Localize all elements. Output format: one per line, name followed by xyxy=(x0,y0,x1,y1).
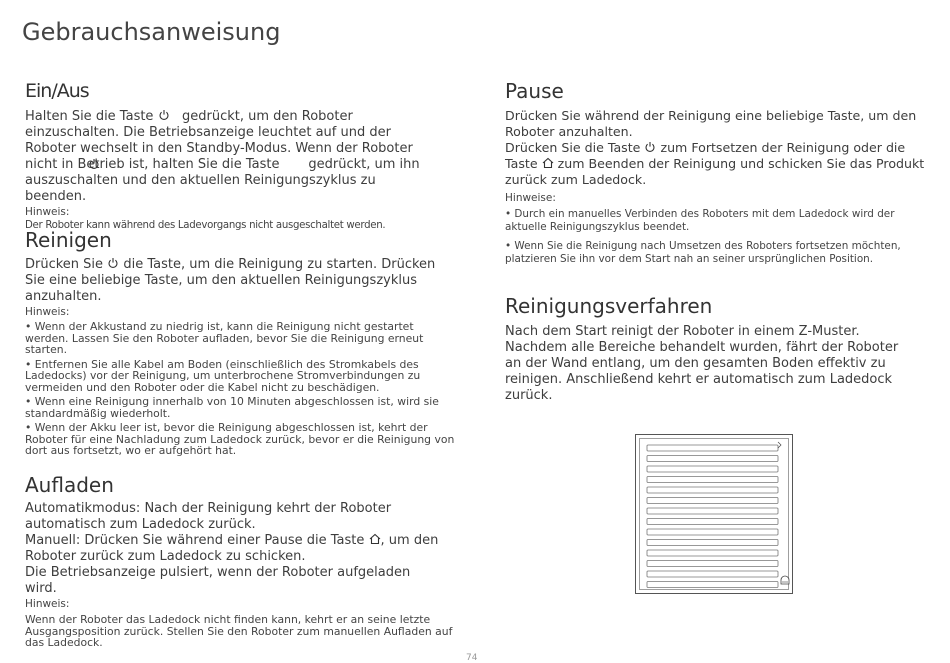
section-ein-aus xyxy=(25,80,455,102)
hint-label: Hinweise: xyxy=(505,192,556,204)
ein-aus-body: Halten Sie die Taste gedrückt, um den Roboter einzuschalten. Die Betriebsanzeige leuchtet auf und der Roboter wechselt in den Standby-Modus. Wenn der Roboter nicht in Betrieb ist, halten Sie die Taste gedrückt, um ihn auszuschalten und den aktuellen Reinigungszyklus zu beenden. xyxy=(25,109,420,204)
hint-label: Hinweis: xyxy=(25,306,70,318)
reinigen-hints xyxy=(25,306,455,457)
hint-label: Hinweis: xyxy=(25,598,70,610)
aufladen-body: Automatikmodus: Nach der Reinigung kehrt der Roboter automatisch zum Ladedock zurück. Manuell: Drücken Sie während einer Pause die Taste , um den Roboter zurück zum Ladedock zu schicken. Die Betriebsanzeige pulsiert, wenn der Roboter aufgeladen wird. xyxy=(25,501,439,596)
page-title: Gebrauchsanweisung xyxy=(22,18,281,46)
heading-aufladen: Aufladen xyxy=(25,473,114,497)
hint-text: Wenn der Roboter das Ladedock nicht finden kann, kehrt er an seine letzte Ausgangsposition zurück. Stellen Sie den Roboter zum manuellen Aufladen auf das Ladedock. xyxy=(25,613,453,649)
heading-reinigungsverfahren: Reinigungsverfahren xyxy=(505,294,713,318)
power-icon xyxy=(88,158,100,170)
home-icon xyxy=(542,157,554,169)
verfahren-body: Nach dem Start reinigt der Roboter in einem Z-Muster. Nachdem alle Bereiche behandelt wurden, fährt der Roboter an der Wand entlang, um den gesamten Boden effektiv zu reinigen. Anschließend kehrt er automatisch zum Ladedock zurück. xyxy=(505,324,899,403)
hint-text: Der Roboter kann während des Ladevorgangs nicht ausgeschaltet werden. xyxy=(25,220,386,231)
heading-pause: Pause xyxy=(505,79,564,103)
reinigen-body: Drücken Sie die Taste, um die Reinigung zu starten. Drücken Sie eine beliebige Taste, um den aktuellen Reinigungszyklus anzuhalten. xyxy=(25,257,436,304)
note-item: • Wenn eine Reinigung innerhalb von 10 Minuten abgeschlossen ist, wird sie standardmäßig wiederholt. xyxy=(25,395,439,420)
pause-body: Drücken Sie während der Reinigung eine beliebige Taste, um den Roboter anzuhalten. Drücken Sie die Taste zum Fortsetzen der Reinigung oder die Taste zum Beenden der Reinigung und schicken Sie das Produkt zurück zum Ladedock. xyxy=(505,108,925,187)
note-item: • Wenn der Akkustand zu niedrig ist, kann die Reinigung nicht gestartet werden. Lassen Sie den Roboter aufladen, bevor Sie die Reinigung erneut starten. xyxy=(25,320,424,356)
note-item: • Wenn Sie die Reinigung nach Umsetzen des Roboters fortsetzen möchten, platzieren Sie ihn vor dem Start nah an seiner ursprünglichen Position. xyxy=(505,240,901,265)
note-item: • Durch ein manuelles Verbinden des Roboters mit dem Ladedock wird der aktuelle Reinigungszyklus beendet. xyxy=(505,208,895,233)
heading-reinigen: Reinigen xyxy=(25,228,112,252)
note-item: • Entfernen Sie alle Kabel am Boden (einschließlich des Stromkabels des Ladedocks) vor der Reinigung, um unterbrochene Stromverbindungen zu vermeiden und den Roboter oder die Kabel nicht zu beschädigen. xyxy=(25,357,421,394)
section-reinigungsverfahren xyxy=(505,294,930,318)
power-icon xyxy=(158,109,170,121)
section-reinigen xyxy=(25,228,455,252)
home-icon xyxy=(369,533,381,545)
note-item: • Wenn der Akku leer ist, bevor die Reinigung abgeschlossen ist, kehrt der Roboter für eine Nachladung zum Ladedock zurück, bevor er die Reinigung von dort aus fortsetzt, wo er aufgehört hat. xyxy=(25,421,455,457)
section-aufladen xyxy=(25,473,455,497)
aufladen-hint xyxy=(25,598,455,649)
hint-label: Hinweis: xyxy=(25,206,70,218)
power-icon xyxy=(107,257,119,269)
power-icon xyxy=(644,141,656,153)
pause-hints xyxy=(505,192,930,266)
section-pause xyxy=(505,79,930,103)
heading-ein-aus: Ein/Aus xyxy=(25,80,89,102)
cleaning-pattern-diagram xyxy=(635,434,793,594)
page-number: 74 xyxy=(466,653,478,663)
z-pattern-illustration xyxy=(635,434,793,594)
charging-dock-icon xyxy=(781,576,789,584)
